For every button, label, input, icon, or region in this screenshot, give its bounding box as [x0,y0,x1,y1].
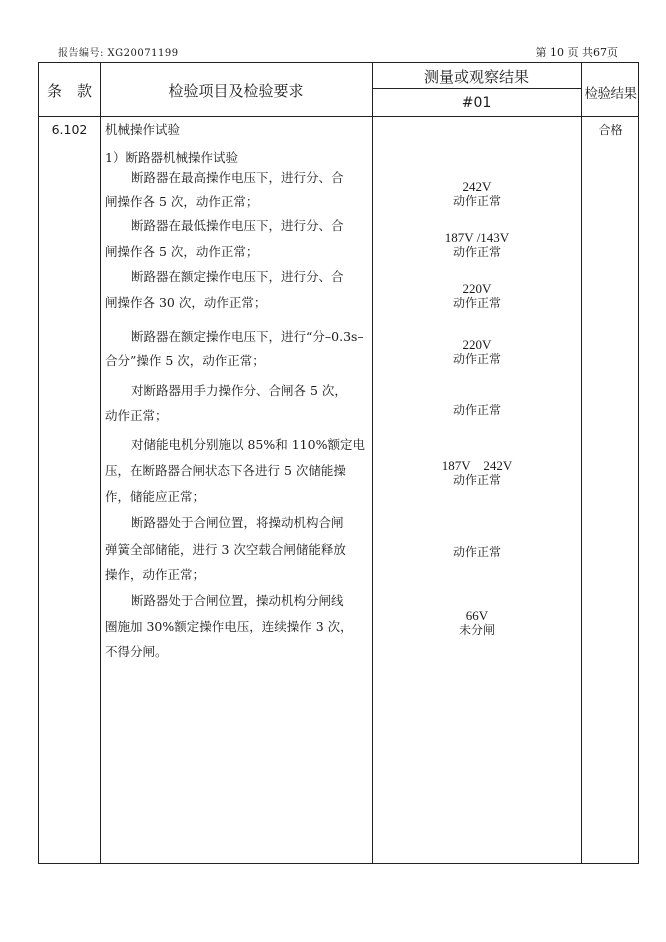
requirement-line: 闸操作各 5 次，动作正常； [105,194,259,209]
requirement-line: 合分”操作 5 次，动作正常； [105,353,265,368]
requirement-line: 弹簧全部储能，进行 3 次空载合闸储能释放 [105,542,346,557]
requirement-line: 闸操作各 5 次，动作正常； [105,244,259,259]
col-header-sample: #01 [461,95,492,111]
measure-status: 动作正常 [452,473,501,487]
measure-status: 动作正常 [452,352,501,366]
requirement-line: 对断路器用手力操作分、合闸各 5 次， [131,383,347,398]
header-divider [39,116,638,117]
col-header-clause: 条 款 [46,82,92,100]
col-header-item: 检验项目及检验要求 [168,82,304,100]
requirement-line: 压，在断路器合闸状态下各进行 5 次储能操 [105,463,346,478]
item-title: 机械操作试验 [105,122,181,137]
item-subtitle: 1）断路器机械操作试验 [105,150,238,165]
page-info: 第 10 页 共67页 [535,46,618,59]
measure-value: 220V [462,337,492,352]
measure-value: 187V /143V [444,230,510,245]
measure-result [373,609,581,637]
requirement-line: 断路器在额定操作电压下，进行“分–0.3s– [131,329,364,344]
requirement-line: 断路器在最低操作电压下，进行分、合 [131,218,344,233]
inspection-table [38,62,639,864]
requirement-line: 断路器处于合闸位置，操动机构分闸线 [131,593,344,608]
measure-result [373,180,581,208]
measure-status: 动作正常 [452,403,501,417]
col-header-result: 检验结果 [584,86,637,102]
measure-result [373,338,581,366]
requirement-line: 作，储能应正常； [105,489,206,504]
measure-value: 220V [462,281,492,296]
measure-status: 动作正常 [452,194,501,208]
measure-status: 未分闸 [458,623,495,637]
measure-status: 动作正常 [452,296,501,310]
clause-number: 6.102 [51,122,88,137]
measure-value: 242V [462,179,492,194]
measure-result [373,459,581,487]
result-value: 合格 [598,123,623,137]
col-header-measure: 测量或观察结果 [423,68,529,86]
measure-value: 187V 242V [441,458,513,473]
measure-status: 动作正常 [452,545,501,559]
col-divider [581,63,582,863]
measure-result [373,282,581,310]
measure-value: 66V [465,608,489,623]
requirement-line: 圈施加 30%额定操作电压，连续操作 3 次， [105,619,353,634]
measure-status: 动作正常 [452,245,501,259]
requirement-line: 断路器在额定操作电压下，进行分、合 [131,269,344,284]
measure-result [373,403,581,417]
measure-result [373,545,581,559]
col-divider [100,63,101,863]
requirement-line: 操作，动作正常； [105,567,206,582]
requirement-line: 不得分闸。 [105,644,168,659]
header-subdivider [372,88,581,89]
requirement-line: 断路器在最高操作电压下，进行分、合 [131,170,344,185]
requirement-line: 对储能电机分别施以 85%和 110%额定电 [131,437,365,452]
requirement-line: 动作正常； [105,408,168,423]
requirement-line: 闸操作各 30 次，动作正常； [105,295,267,310]
measure-result [373,231,581,259]
report-number: 报告编号: XG20071199 [58,48,179,59]
requirement-line: 断路器处于合闸位置，将操动机构合闸 [131,515,344,530]
